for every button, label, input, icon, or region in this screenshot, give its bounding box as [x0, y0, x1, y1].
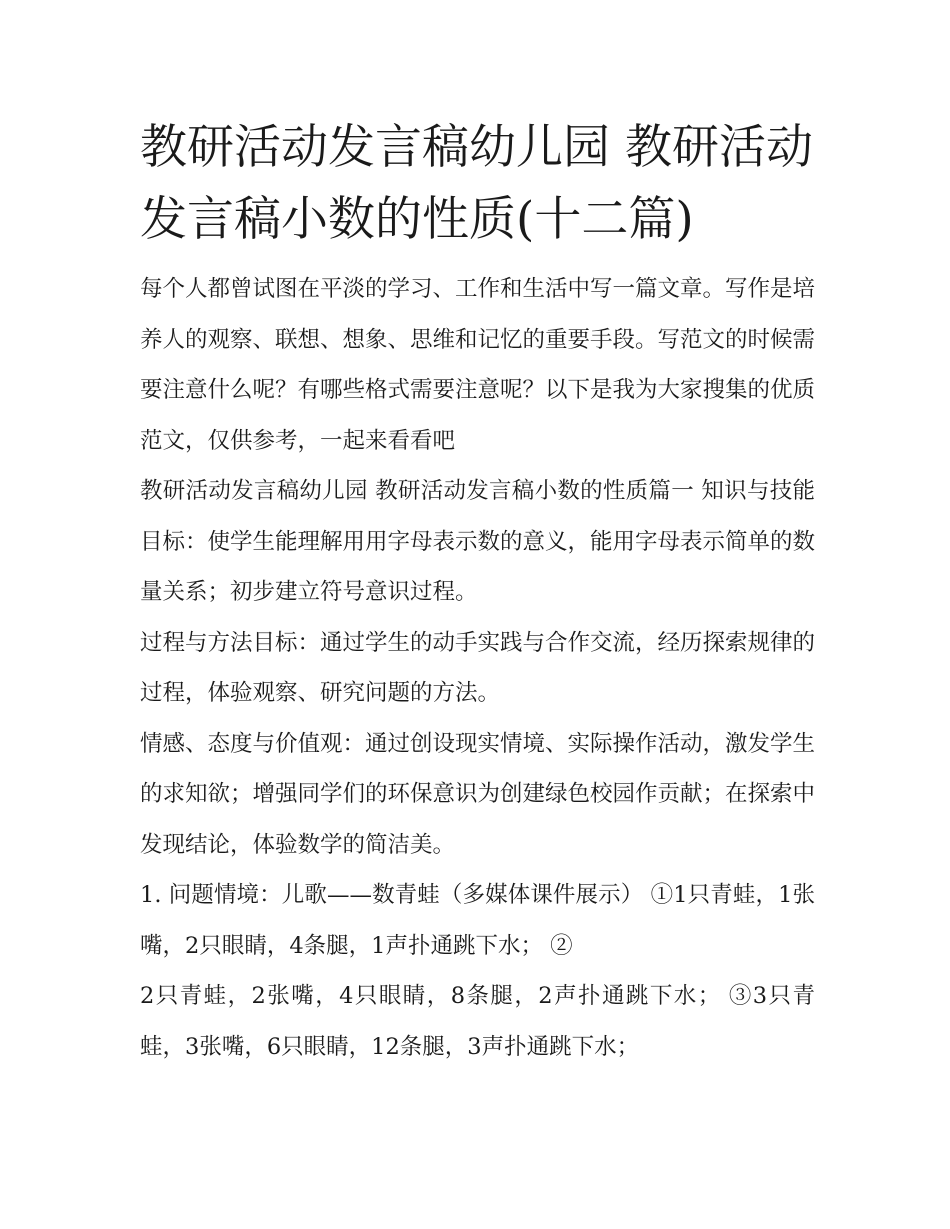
paragraph-problem-situation: 1. 问题情境：儿歌——数青蛙（多媒体课件展示） ①1只青蛙，1张嘴，2只眼睛，4条腿，1声扑通跳下水； ② [140, 882, 815, 959]
paragraph-process-goal: 过程与方法目标：通过学生的动手实践与合作交流，经历探索规律的过程，体验观察、研究问题的方法。 [140, 629, 816, 706]
paragraph-frog-song: 2只青蛙，2张嘴，4只眼睛，8条腿，2声扑通跳下水； ③3只青蛙，3张嘴，6只眼睛，12条腿，3声扑通跳下水； [140, 983, 815, 1060]
paragraph-knowledge-goal: 教研活动发言稿幼儿园 教研活动发言稿小数的性质篇一 知识与技能目标：使学生能理解用用字母表示数的意义，能用字母表示简单的数量关系；初步建立符号意识过程。 [140, 478, 816, 605]
document-page [140, 112, 815, 1072]
paragraph-emotion-goal: 情感、态度与价值观：通过创设现实情境、实际操作活动，激发学生的求知欲；增强同学们的环保意识为创建绿色校园作贡献；在探索中发现结论，体验数学的简洁美。 [140, 730, 816, 858]
document-title: 教研活动发言稿幼儿园 教研活动发言稿小数的性质(十二篇) [140, 120, 813, 247]
paragraph-intro: 每个人都曾试图在平淡的学习、工作和生活中写一篇文章。写作是培养人的观察、联想、想象、思维和记忆的重要手段。写范文的时候需要注意什么呢？有哪些格式需要注意呢？以下是我为大家搜集的优质范文，仅供参考，一起来看看吧 [140, 276, 816, 454]
